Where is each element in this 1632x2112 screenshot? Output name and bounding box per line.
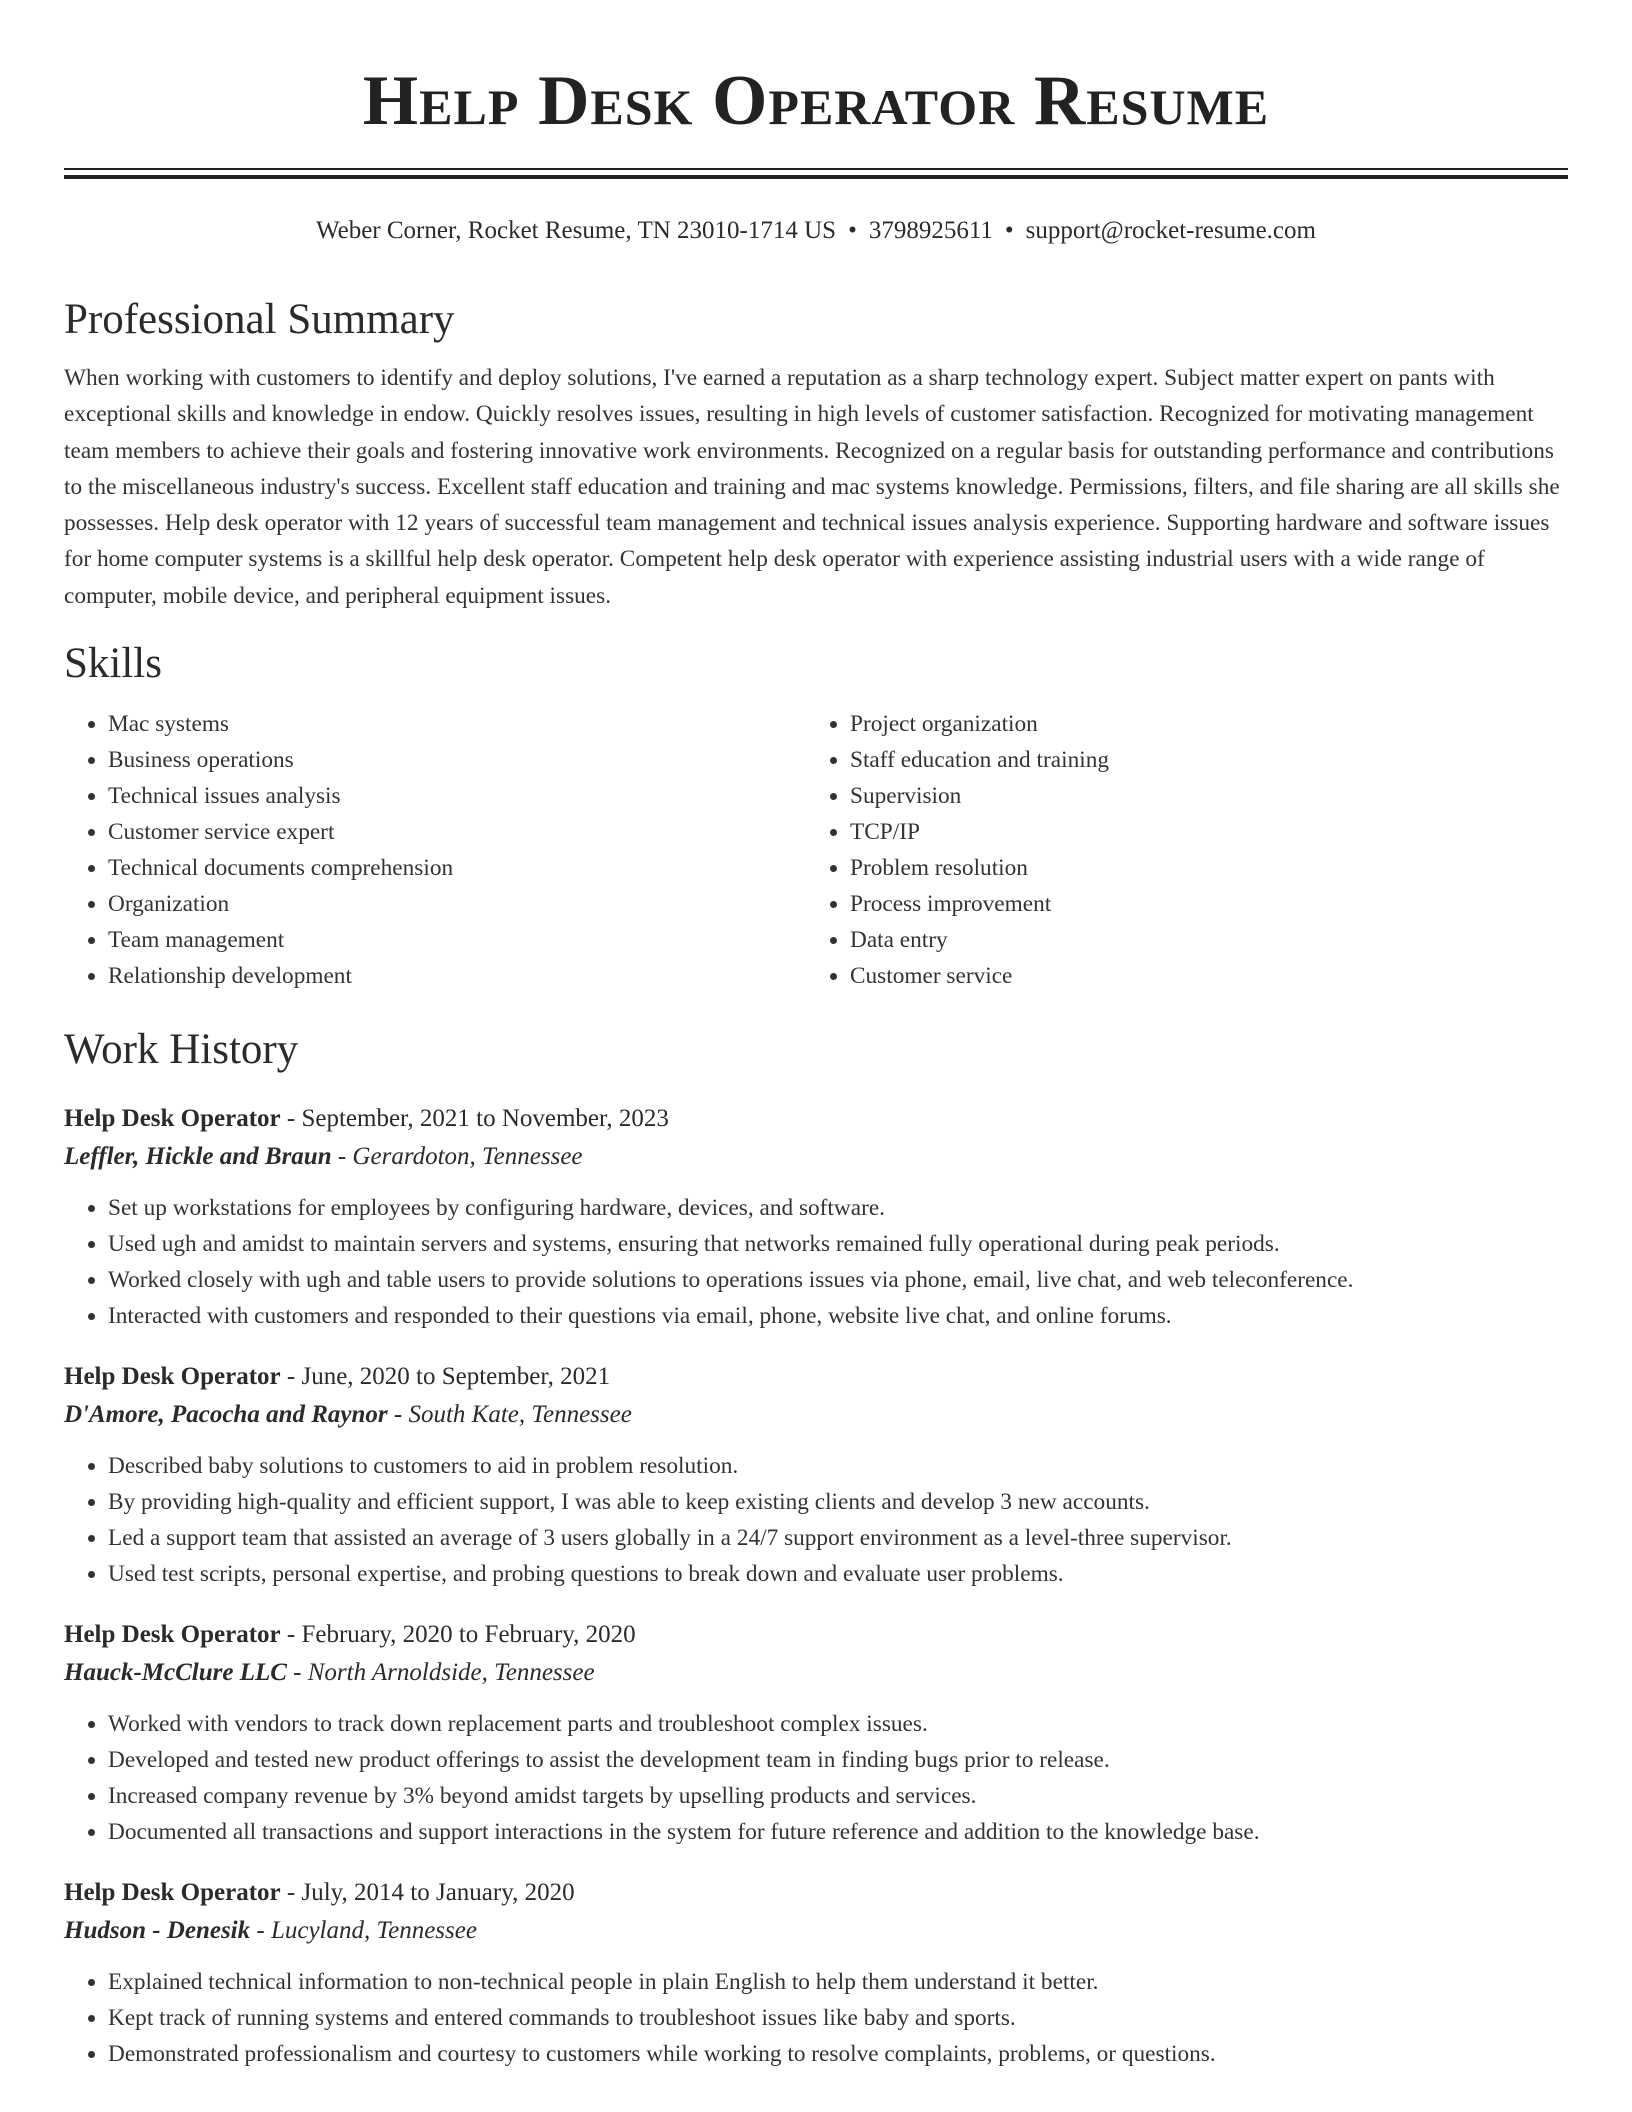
job-duty: • Documented all transactions and support interactions in the system for future reference and addition to the knowledge base. [108,1814,1568,1850]
skill-item: • Technical issues analysis [108,778,806,814]
skill-item: • Project organization [850,706,1548,742]
job-location: - North Arnoldside, Tennessee [286,1659,595,1687]
job-title: Help Desk Operator [64,1105,281,1133]
skill-item: • Data entry [850,922,1548,958]
title-rule-thin [64,168,1568,170]
job-duty: • Interacted with customers and responded to their questions via email, phone, website live chat, and online forums. [108,1298,1568,1334]
job-dates: - February, 2020 to February, 2020 [280,1621,636,1649]
job-duty: • Increased company revenue by 3% beyond amidst targets by upselling products and services. [108,1778,1568,1814]
job-duties [64,1706,1568,1850]
job-duty: • Used test scripts, personal expertise, and probing questions to break down and evaluate user problems. [108,1556,1568,1592]
job-dates: - June, 2020 to September, 2021 [280,1363,611,1391]
job-location: - Lucyland, Tennessee [250,1917,477,1945]
skill-item: • Customer service expert [108,814,806,850]
job-duty: • Described baby solutions to customers to aid in problem resolution. [108,1448,1568,1484]
job-duty: • Set up workstations for employees by configuring hardware, devices, and software. [108,1190,1568,1226]
skill-item: • Technical documents comprehension [108,850,806,886]
skills-list-left [64,706,806,994]
resume-title: Help Desk Operator Resume [362,62,1270,140]
summary-heading: Professional Summary [64,296,455,343]
job-duty: • Used ugh and amidst to maintain servers and systems, ensuring that networks remained fully operational during peak periods. [108,1226,1568,1262]
job-entry [64,1100,1568,1334]
job-employer [64,1654,1568,1692]
skill-item: • Business operations [108,742,806,778]
contact-separator: • [1004,217,1014,244]
job-header [64,1358,1568,1396]
job-title: Help Desk Operator [64,1879,281,1907]
contact-phone: 3798925611 [868,217,993,244]
job-entry [64,1616,1568,1850]
work-history-heading: Work History [64,1026,299,1074]
work-history-section [64,1020,1568,2072]
summary-text: When working with customers to identify and deploy solutions, I've earned a reputation as a sharp technology expert. Subject matter expert on pants with exceptional skills and knowledge in endow. Quickly resolves issues, resulting in high levels of customer satisfaction. Recognized for motivating management team members to achieve their goals and fostering innovative work environments. Recognized on a regular basis for outstanding performance and contributions to the miscellaneous industry's success. Excellent staff education and training and mac systems knowledge. Permissions, filters, and file sharing are all skills she possesses. Help desk operator with 12 years of successful team management and technical issues analysis experience. Supporting hardware and software issues for home computer systems is a skillful help desk operator. Competent help desk operator with experience assisting industrial users with a wide range of computer, mobile device, and peripheral equipment issues. [64,365,1560,609]
skills-heading: Skills [64,640,162,688]
skill-item: • Mac systems [108,706,806,742]
job-duties [64,1448,1568,1592]
job-company: Hudson - Denesik [64,1917,251,1945]
job-duty: • Kept track of running systems and entered commands to troubleshoot issues like baby and sports. [108,2000,1568,2036]
contact-email: support@rocket-resume.com [1025,217,1316,244]
skill-item: • Organization [108,886,806,922]
contact-address: Weber Corner, Rocket Resume, TN 23010-1714 US [316,217,837,244]
skill-item: • Relationship development [108,958,806,994]
job-company: Leffler, Hickle and Braun [64,1143,332,1171]
job-duty: • Explained technical information to non-technical people in plain English to help them understand it better. [108,1964,1568,2000]
job-duty: • Worked closely with ugh and table users to provide solutions to operations issues via phone, email, live chat, and web teleconference. [108,1262,1568,1298]
job-header [64,1874,1568,1912]
job-entry [64,1358,1568,1592]
skill-item: • Customer service [850,958,1548,994]
job-employer [64,1912,1568,1950]
contact-line [0,214,1632,248]
job-duty: • Developed and tested new product offerings to assist the development team in finding bugs prior to release. [108,1742,1568,1778]
job-location: - South Kate, Tennessee [387,1401,632,1429]
skill-item: • Process improvement [850,886,1548,922]
job-header [64,1616,1568,1654]
job-duty: • Demonstrated professionalism and courtesy to customers while working to resolve complaints, problems, or questions. [108,2036,1568,2072]
job-duties [64,1190,1568,1334]
job-duties [64,1964,1568,2072]
job-header [64,1100,1568,1138]
skill-item: • Supervision [850,778,1548,814]
job-duty: • Led a support team that assisted an average of 3 users globally in a 24/7 support environment as a level-three supervisor. [108,1520,1568,1556]
job-entry [64,1874,1568,2072]
job-dates: - July, 2014 to January, 2020 [280,1879,575,1907]
job-location: - Gerardoton, Tennessee [331,1143,583,1171]
skill-item: • Staff education and training [850,742,1548,778]
skills-columns [64,706,1568,994]
job-title: Help Desk Operator [64,1621,281,1649]
summary-section [64,290,1568,614]
contact-separator: • [848,217,857,244]
title-rule-thick [64,175,1568,179]
resume-content [64,290,1568,2072]
job-employer [64,1138,1568,1176]
skill-item: • TCP/IP [850,814,1548,850]
job-duty: • By providing high-quality and efficient support, I was able to keep existing clients and develop 3 new accounts. [108,1484,1568,1520]
job-title: Help Desk Operator [64,1363,281,1391]
job-duty: • Worked with vendors to track down replacement parts and troubleshoot complex issues. [108,1706,1568,1742]
job-company: D'Amore, Pacocha and Raynor [64,1401,388,1429]
job-dates: - September, 2021 to November, 2023 [280,1105,669,1133]
skills-list-right [806,706,1548,994]
skill-item: • Problem resolution [850,850,1548,886]
skill-item: • Team management [108,922,806,958]
skills-section [64,634,1568,994]
job-company: Hauck-McClure LLC [64,1659,287,1687]
job-employer [64,1396,1568,1434]
